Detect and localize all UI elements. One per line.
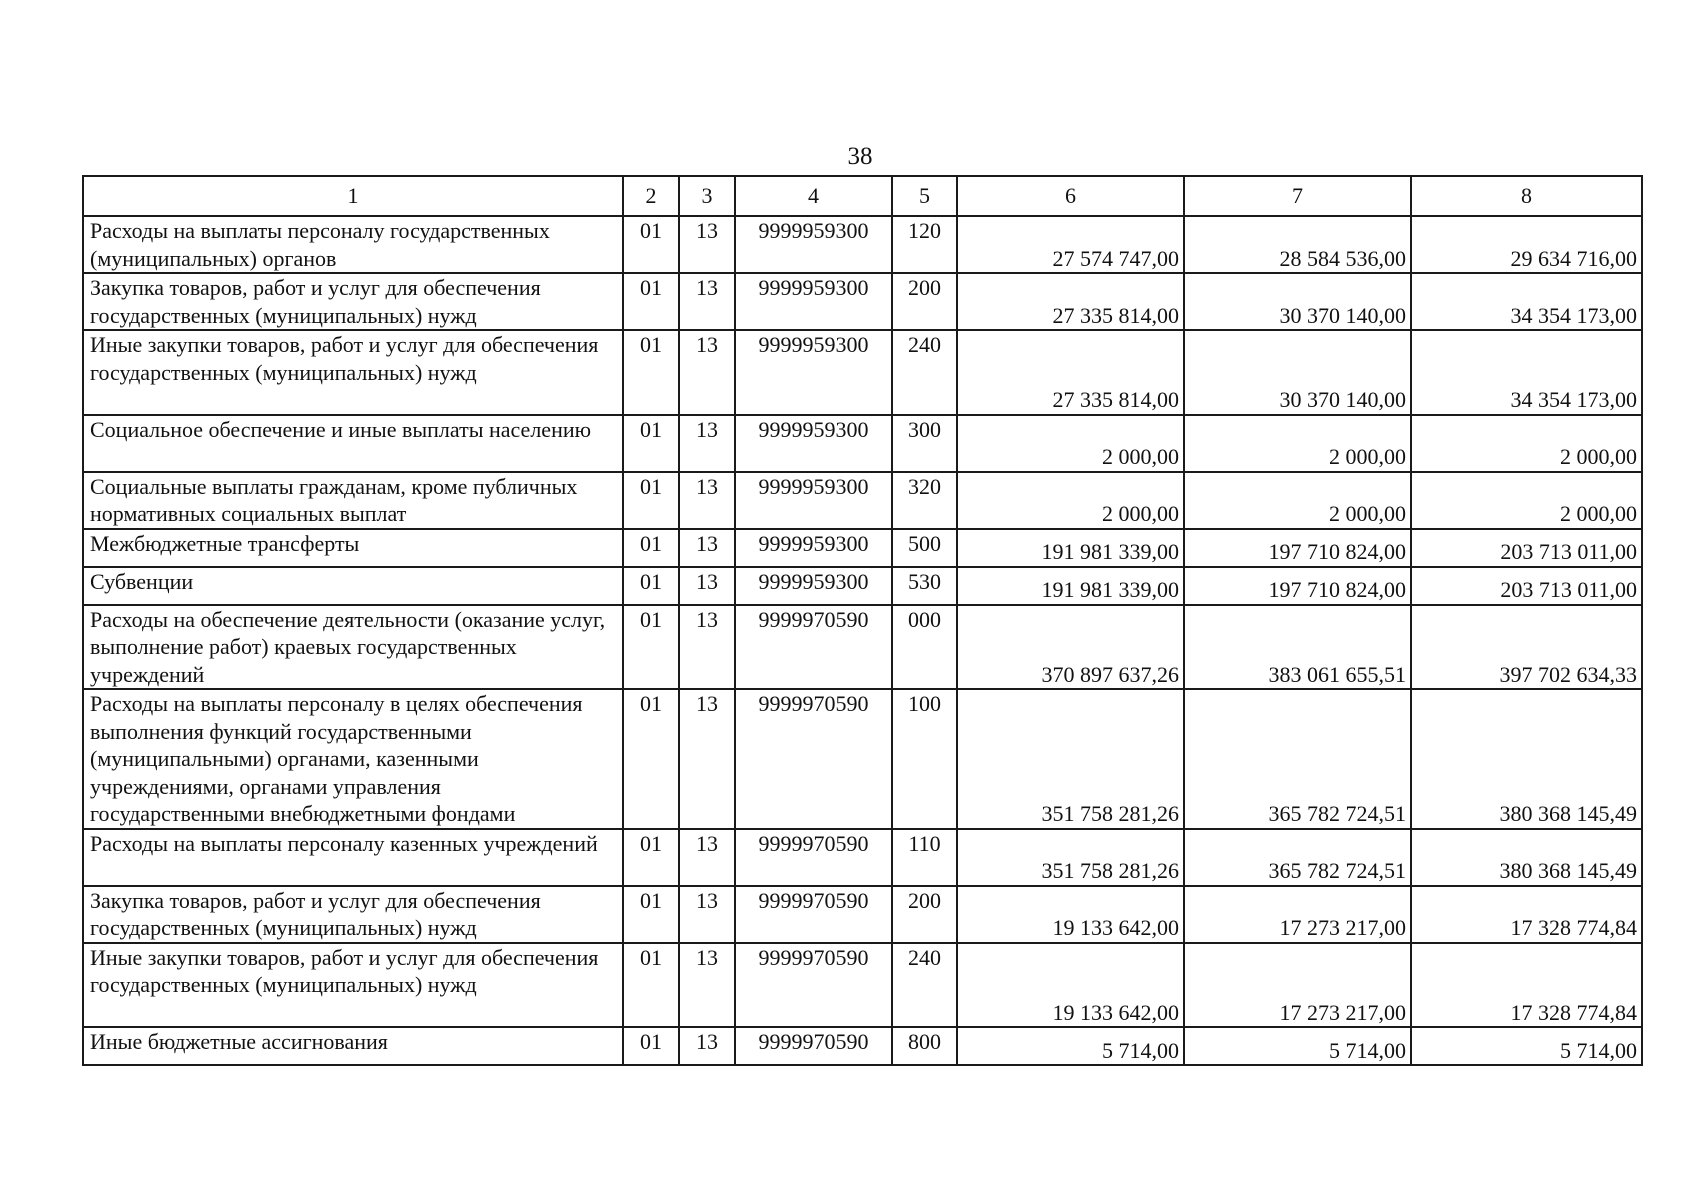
row-subsection: 13 (679, 886, 735, 943)
row-section: 01 (623, 472, 679, 529)
row-section: 01 (623, 415, 679, 472)
row-amount-3: 34 354 173,00 (1411, 330, 1642, 415)
row-amount-1: 370 897 637,26 (957, 605, 1184, 690)
table-row (83, 567, 1642, 605)
row-target: 9999970590 (735, 689, 892, 829)
table-row (83, 216, 1642, 273)
row-expense-type: 200 (892, 273, 957, 330)
row-amount-1: 191 981 339,00 (957, 529, 1184, 567)
header-col-expense-type: 5 (892, 176, 957, 216)
row-expense-type: 110 (892, 829, 957, 886)
row-amount-1: 27 574 747,00 (957, 216, 1184, 273)
row-subsection: 13 (679, 829, 735, 886)
row-subsection: 13 (679, 529, 735, 567)
row-amount-2: 17 273 217,00 (1184, 886, 1411, 943)
table-row (83, 689, 1642, 829)
row-name: Расходы на выплаты персоналу в целях обеспечения выполнения функций государственными (муниципальными) органами, казенными учреждениями, органами управления государственными внебюджетными фондами (83, 689, 623, 829)
row-subsection: 13 (679, 567, 735, 605)
row-amount-1: 19 133 642,00 (957, 943, 1184, 1028)
row-amount-2: 383 061 655,51 (1184, 605, 1411, 690)
row-subsection: 13 (679, 1027, 735, 1065)
row-amount-3: 17 328 774,84 (1411, 886, 1642, 943)
row-expense-type: 240 (892, 330, 957, 415)
row-target: 9999970590 (735, 886, 892, 943)
row-target: 9999959300 (735, 415, 892, 472)
row-amount-1: 351 758 281,26 (957, 689, 1184, 829)
row-amount-2: 2 000,00 (1184, 415, 1411, 472)
row-expense-type: 200 (892, 886, 957, 943)
page-number: 38 (847, 143, 873, 170)
row-name: Закупка товаров, работ и услуг для обеспечения государственных (муниципальных) нужд (83, 886, 623, 943)
row-name: Субвенции (83, 567, 623, 605)
row-amount-1: 5 714,00 (957, 1027, 1184, 1065)
row-target: 9999959300 (735, 472, 892, 529)
header-col-target: 4 (735, 176, 892, 216)
row-amount-3: 203 713 011,00 (1411, 529, 1642, 567)
row-amount-3: 397 702 634,33 (1411, 605, 1642, 690)
row-name: Социальные выплаты гражданам, кроме публичных нормативных социальных выплат (83, 472, 623, 529)
row-amount-3: 203 713 011,00 (1411, 567, 1642, 605)
row-subsection: 13 (679, 605, 735, 690)
row-expense-type: 120 (892, 216, 957, 273)
row-section: 01 (623, 567, 679, 605)
row-amount-2: 2 000,00 (1184, 472, 1411, 529)
row-subsection: 13 (679, 689, 735, 829)
row-target: 9999959300 (735, 273, 892, 330)
row-amount-2: 30 370 140,00 (1184, 330, 1411, 415)
row-target: 9999959300 (735, 216, 892, 273)
row-amount-1: 351 758 281,26 (957, 829, 1184, 886)
row-section: 01 (623, 330, 679, 415)
row-subsection: 13 (679, 943, 735, 1028)
row-target: 9999970590 (735, 605, 892, 690)
row-subsection: 13 (679, 330, 735, 415)
row-amount-3: 34 354 173,00 (1411, 273, 1642, 330)
row-name: Расходы на выплаты персоналу государственных (муниципальных) органов (83, 216, 623, 273)
table-header (83, 176, 1642, 216)
table-row (83, 886, 1642, 943)
row-name: Иные закупки товаров, работ и услуг для обеспечения государственных (муниципальных) нужд (83, 330, 623, 415)
row-amount-2: 365 782 724,51 (1184, 829, 1411, 886)
table-row (83, 605, 1642, 690)
row-name: Закупка товаров, работ и услуг для обеспечения государственных (муниципальных) нужд (83, 273, 623, 330)
row-expense-type: 000 (892, 605, 957, 690)
row-target: 9999970590 (735, 829, 892, 886)
table-row (83, 529, 1642, 567)
header-col-amount-1: 6 (957, 176, 1184, 216)
row-amount-2: 30 370 140,00 (1184, 273, 1411, 330)
row-amount-2: 17 273 217,00 (1184, 943, 1411, 1028)
header-col-subsection: 3 (679, 176, 735, 216)
row-section: 01 (623, 529, 679, 567)
header-col-amount-2: 7 (1184, 176, 1411, 216)
row-section: 01 (623, 829, 679, 886)
row-amount-3: 5 714,00 (1411, 1027, 1642, 1065)
row-amount-3: 2 000,00 (1411, 472, 1642, 529)
row-target: 9999959300 (735, 330, 892, 415)
row-amount-3: 29 634 716,00 (1411, 216, 1642, 273)
row-amount-1: 27 335 814,00 (957, 330, 1184, 415)
header-col-name: 1 (83, 176, 623, 216)
row-target: 9999959300 (735, 529, 892, 567)
row-amount-2: 197 710 824,00 (1184, 567, 1411, 605)
header-col-amount-3: 8 (1411, 176, 1642, 216)
row-target: 9999970590 (735, 943, 892, 1028)
budget-table (82, 175, 1643, 1066)
header-row (83, 176, 1642, 216)
row-subsection: 13 (679, 273, 735, 330)
row-expense-type: 100 (892, 689, 957, 829)
row-amount-1: 27 335 814,00 (957, 273, 1184, 330)
row-amount-2: 197 710 824,00 (1184, 529, 1411, 567)
row-amount-3: 380 368 145,49 (1411, 829, 1642, 886)
row-amount-1: 191 981 339,00 (957, 567, 1184, 605)
row-expense-type: 300 (892, 415, 957, 472)
row-target: 9999959300 (735, 567, 892, 605)
row-subsection: 13 (679, 216, 735, 273)
table-row (83, 273, 1642, 330)
table-row (83, 415, 1642, 472)
table-row (83, 472, 1642, 529)
row-name: Социальное обеспечение и иные выплаты населению (83, 415, 623, 472)
row-target: 9999970590 (735, 1027, 892, 1065)
row-subsection: 13 (679, 472, 735, 529)
row-section: 01 (623, 689, 679, 829)
row-amount-1: 19 133 642,00 (957, 886, 1184, 943)
row-expense-type: 530 (892, 567, 957, 605)
row-section: 01 (623, 216, 679, 273)
table-body (83, 216, 1642, 1065)
row-expense-type: 320 (892, 472, 957, 529)
row-name: Расходы на выплаты персоналу казенных учреждений (83, 829, 623, 886)
row-amount-2: 28 584 536,00 (1184, 216, 1411, 273)
row-expense-type: 500 (892, 529, 957, 567)
row-amount-3: 17 328 774,84 (1411, 943, 1642, 1028)
table-row (83, 829, 1642, 886)
row-amount-3: 2 000,00 (1411, 415, 1642, 472)
row-section: 01 (623, 605, 679, 690)
row-name: Межбюджетные трансферты (83, 529, 623, 567)
row-section: 01 (623, 886, 679, 943)
row-name: Иные закупки товаров, работ и услуг для обеспечения государственных (муниципальных) нужд (83, 943, 623, 1028)
table-row (83, 943, 1642, 1028)
row-amount-2: 365 782 724,51 (1184, 689, 1411, 829)
row-section: 01 (623, 943, 679, 1028)
row-section: 01 (623, 273, 679, 330)
table-row (83, 1027, 1642, 1065)
row-expense-type: 800 (892, 1027, 957, 1065)
table-row (83, 330, 1642, 415)
row-expense-type: 240 (892, 943, 957, 1028)
row-name: Иные бюджетные ассигнования (83, 1027, 623, 1065)
header-col-section: 2 (623, 176, 679, 216)
row-name: Расходы на обеспечение деятельности (оказание услуг, выполнение работ) краевых государственных учреждений (83, 605, 623, 690)
row-section: 01 (623, 1027, 679, 1065)
row-subsection: 13 (679, 415, 735, 472)
row-amount-3: 380 368 145,49 (1411, 689, 1642, 829)
row-amount-1: 2 000,00 (957, 472, 1184, 529)
row-amount-2: 5 714,00 (1184, 1027, 1411, 1065)
row-amount-1: 2 000,00 (957, 415, 1184, 472)
